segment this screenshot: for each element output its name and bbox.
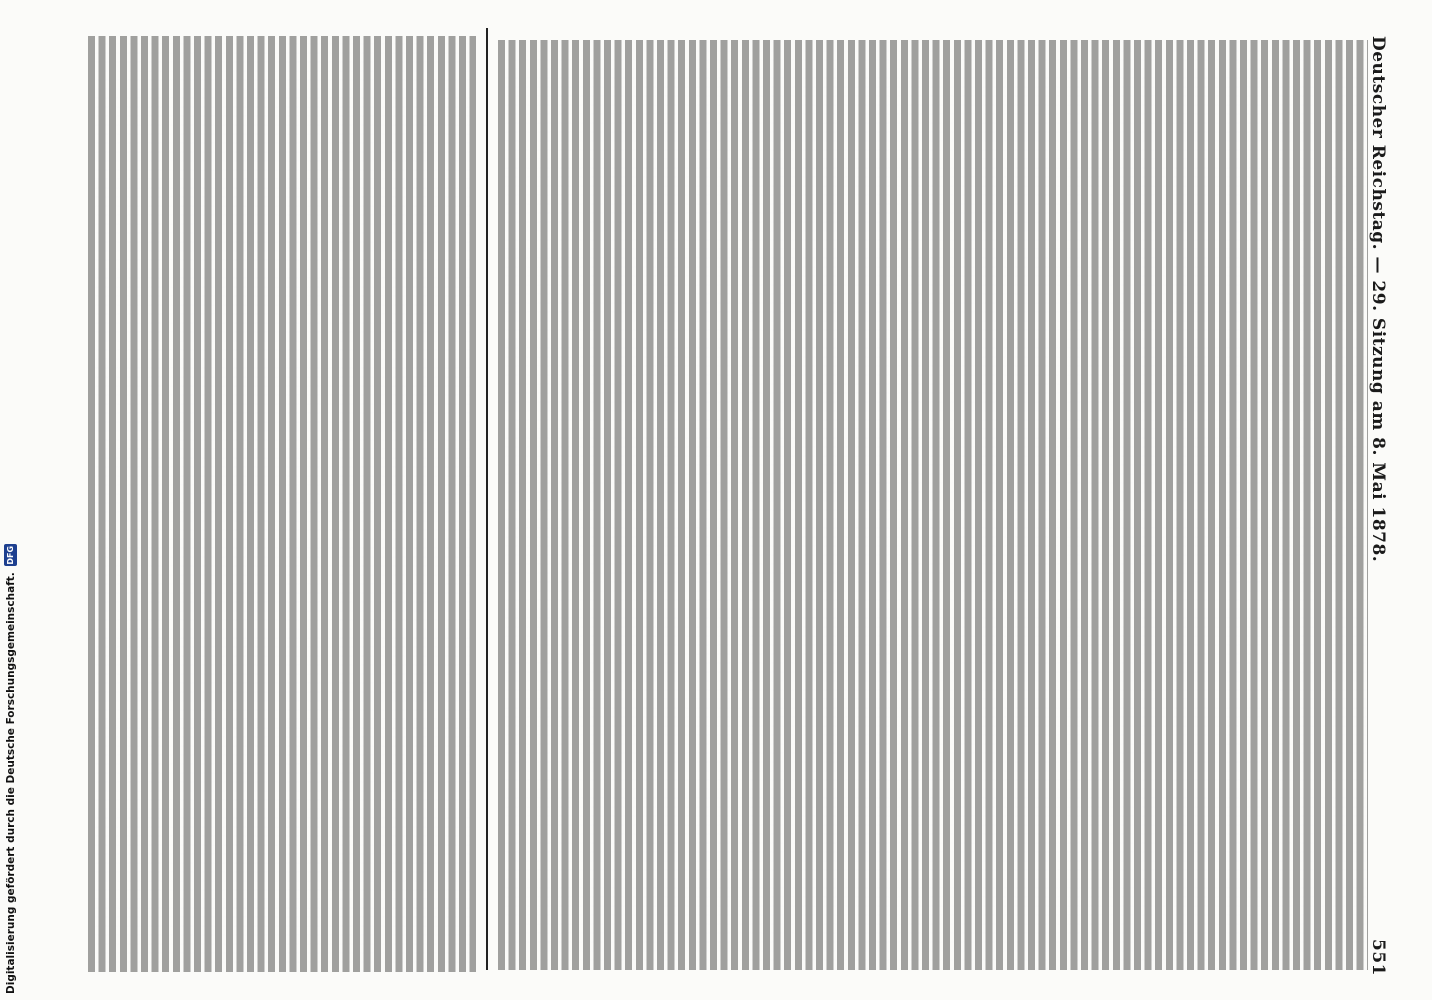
page-header [1368,36,1388,976]
text-column-group-right [498,40,1368,970]
text-column-group-left [88,36,476,972]
running-head: Deutscher Reichstag. — 29. Sitzung am 8. Mai 1878. [1368,36,1388,563]
digitization-credit [4,544,17,994]
page-number: 551 [1368,939,1388,976]
column-divider [486,28,488,970]
credit-text: Digitalisierung gefördert durch die Deutsche Forschungsgemeinschaft. [4,572,17,994]
dfg-logo-icon: DFG [6,545,15,565]
